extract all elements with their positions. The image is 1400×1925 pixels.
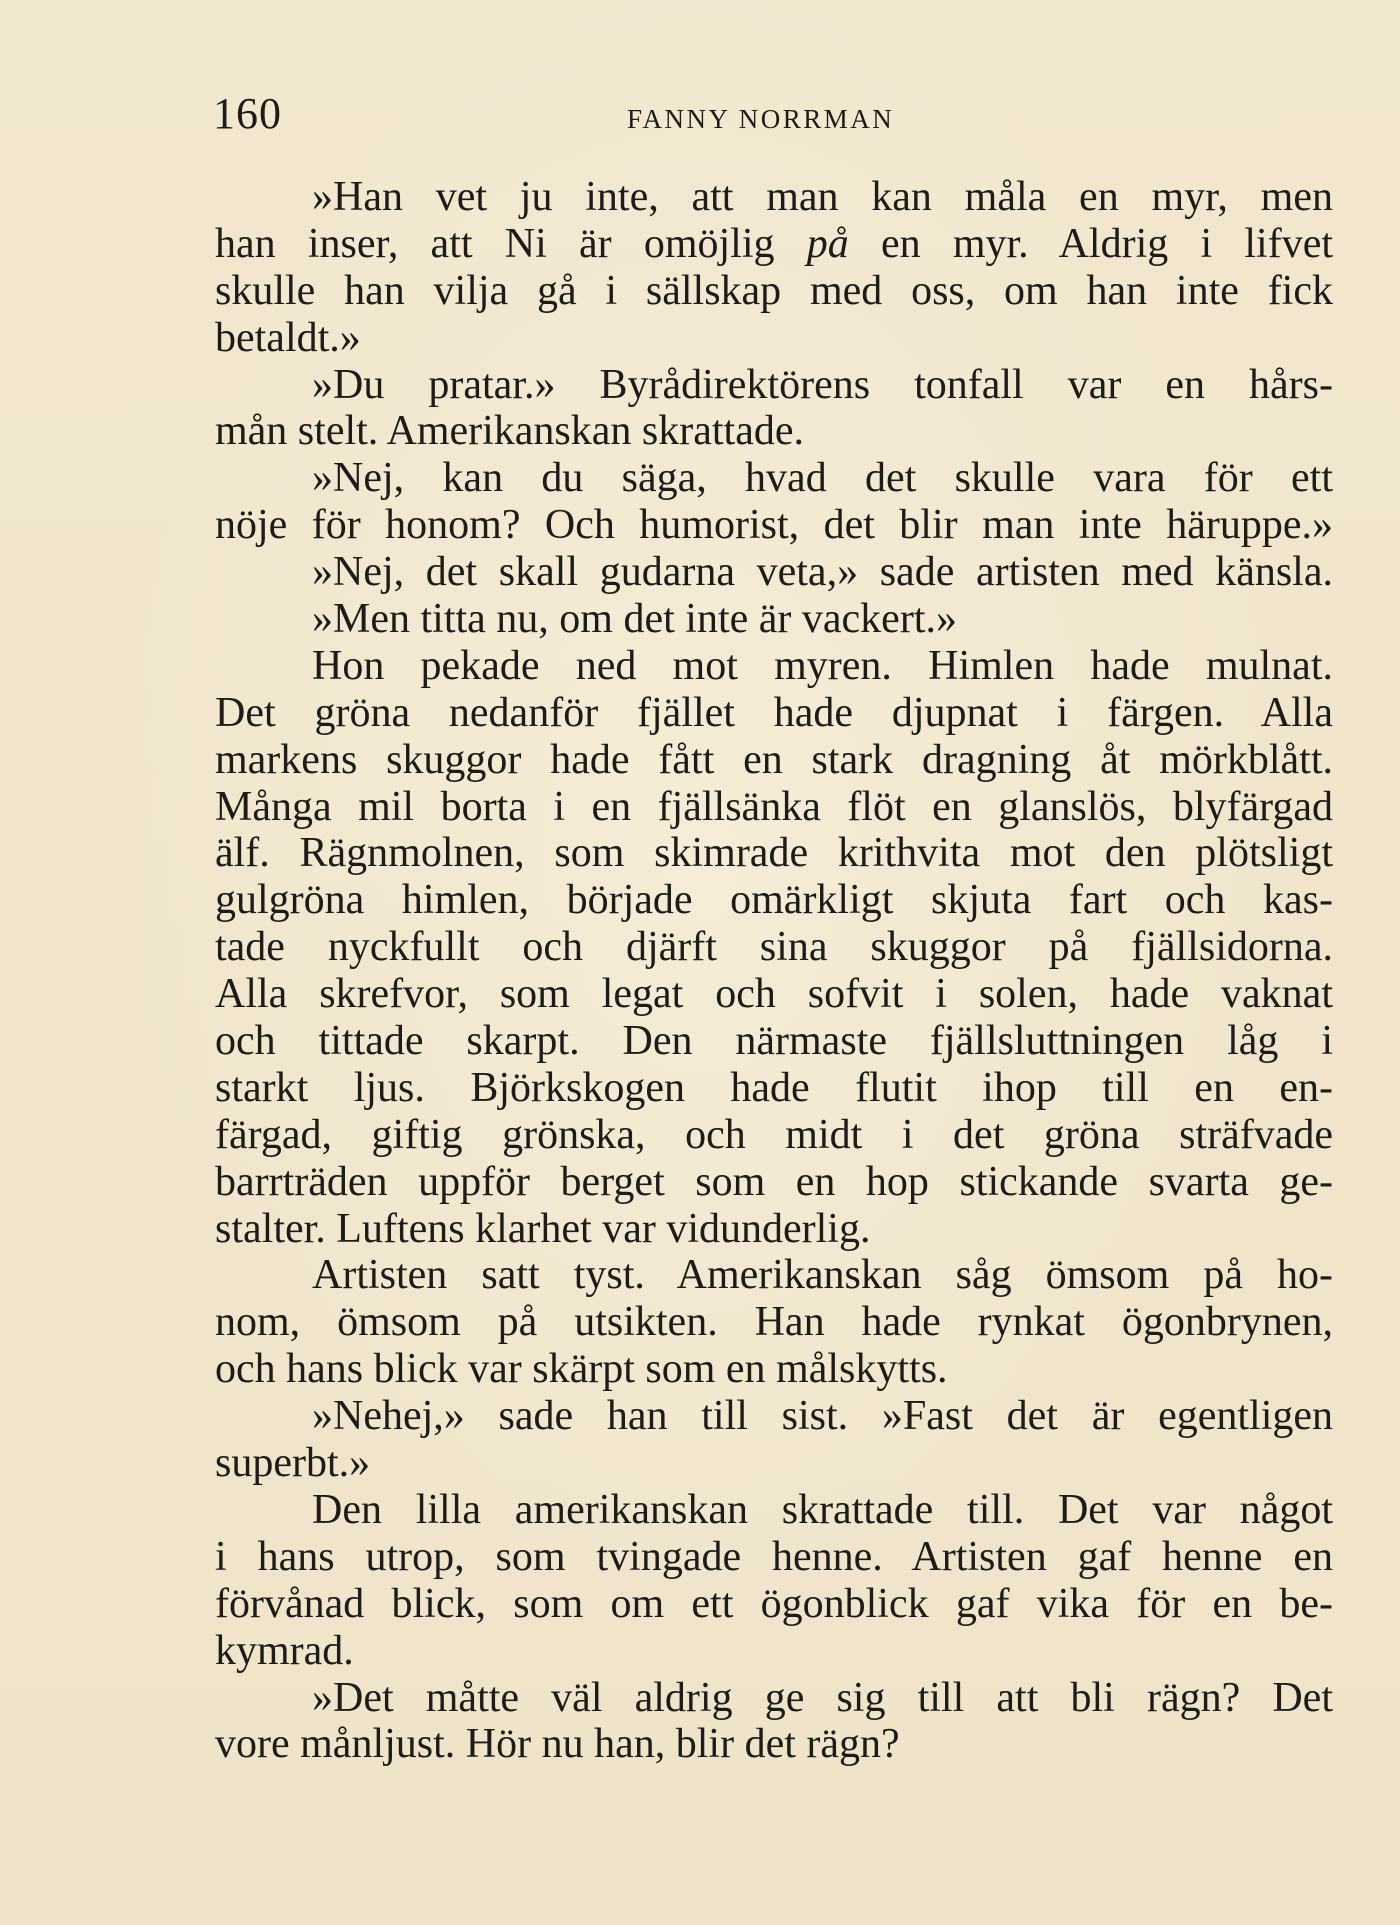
text-line: »Det måtte väl aldrig ge sig till att bli rägn? Det <box>312 1674 1333 1721</box>
page-header <box>0 0 1400 160</box>
text-line: kymrad. <box>215 1627 354 1674</box>
text-line: och tittade skarpt. Den närmaste fjällsluttningen låg i <box>215 1018 1333 1065</box>
text-line: förvånad blick, som om ett ögonblick gaf vika för en be- <box>215 1580 1333 1627</box>
text-line: skulle han vilja gå i sällskap med oss, om han inte fick <box>215 267 1333 314</box>
text-line: mån stelt. Amerikanskan skrattade. <box>215 408 805 455</box>
text-line: älf. Rägnmolnen, som skimrade krithvita mot den plötsligt <box>215 830 1333 877</box>
text-line: »Nej, kan du säga, hvad det skulle vara för ett <box>312 455 1333 502</box>
text-line: »Nej, det skall gudarna veta,» sade artisten med känsla. <box>312 549 1333 596</box>
text-line: och hans blick var skärpt som en målskytts. <box>215 1346 948 1393</box>
text-line: »Nehej,» sade han till sist. »Fast det är egentligen <box>312 1393 1333 1440</box>
text-line: Hon pekade ned mot myren. Himlen hade mulnat. <box>312 642 1333 689</box>
text-line: nom, ömsom på utsikten. Han hade rynkat ögonbrynen, <box>215 1299 1333 1346</box>
page-number: 160 <box>213 89 282 138</box>
text-line: Artisten satt tyst. Amerikanskan såg ömsom på ho- <box>312 1252 1333 1299</box>
text-line: färgad, giftig grönska, och midt i det gröna sträfvade <box>215 1111 1333 1158</box>
text-line: han inser, att Ni är omöjlig på en myr. Aldrig i lifvet <box>215 220 1333 267</box>
running-head: FANNY NORRMAN <box>627 104 895 134</box>
text-line: Det gröna nedanför fjället hade djupnat i färgen. Alla <box>215 689 1333 736</box>
text-line: »Han vet ju inte, att man kan måla en myr, men <box>312 174 1333 220</box>
text-line: barrträden uppför berget som en hop stickande svarta ge- <box>215 1158 1333 1205</box>
text-line: tade nyckfullt och djärft sina skuggor på fjällsidorna. <box>215 924 1333 971</box>
body-text <box>215 174 1333 1768</box>
text-line: vore månljust. Hör nu han, blir det rägn? <box>215 1721 900 1768</box>
text-line: betaldt.» <box>215 314 361 361</box>
text-line: nöje för honom? Och humorist, det blir man inte häruppe.» <box>215 502 1333 549</box>
text-line: »Du pratar.» Byrådirektörens tonfall var en hårs- <box>312 361 1333 408</box>
text-line: »Men titta nu, om det inte är vackert.» <box>312 596 957 643</box>
text-line: Alla skrefvor, som legat och sofvit i solen, hade vaknat <box>215 971 1333 1018</box>
text-line: i hans utrop, som tvingade henne. Artisten gaf henne en <box>215 1533 1333 1580</box>
text-line: Den lilla amerikanskan skrattade till. Det var något <box>312 1486 1333 1533</box>
text-line: Många mil borta i en fjällsänka flöt en glanslös, blyfärgad <box>215 783 1333 830</box>
text-line: superbt.» <box>215 1440 371 1487</box>
text-line: starkt ljus. Björkskogen hade flutit ihop till en en- <box>215 1064 1333 1111</box>
text-line: stalter. Luftens klarhet var vidunderlig. <box>215 1205 871 1252</box>
text-line: markens skuggor hade fått en stark dragning åt mörkblått. <box>215 736 1333 783</box>
text-line: gulgröna himlen, började omärkligt skjuta fart och kas- <box>215 877 1333 924</box>
